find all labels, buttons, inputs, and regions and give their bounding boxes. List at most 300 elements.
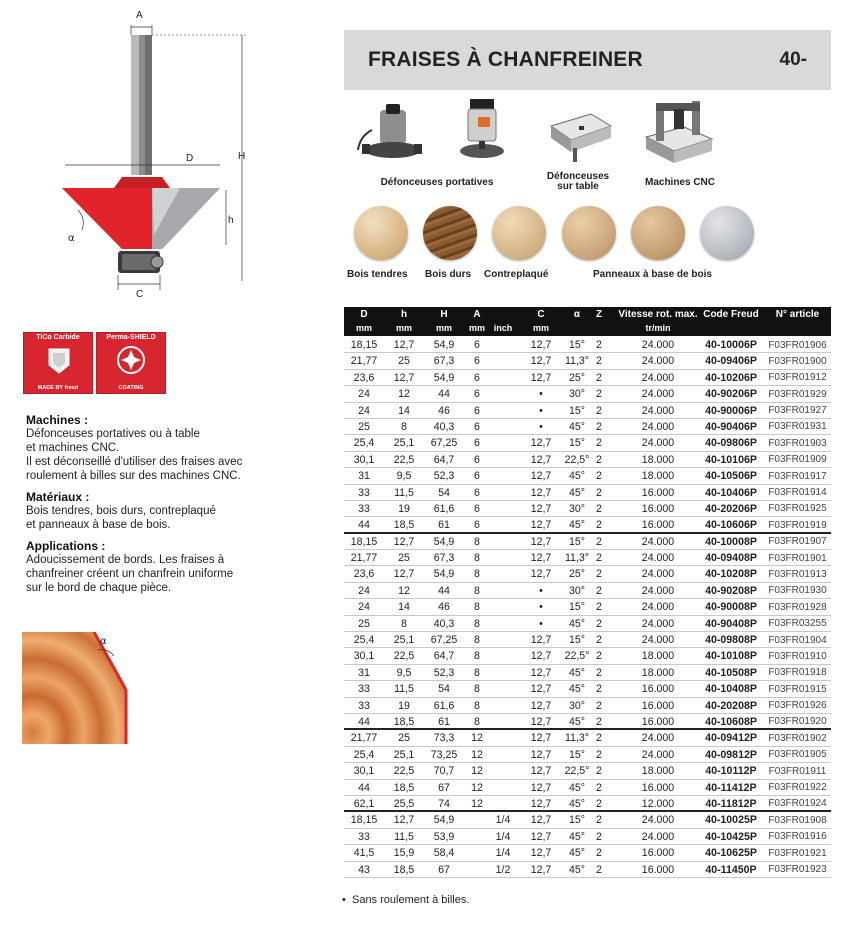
cell-z: 2 [596,404,602,417]
cell-a-mm: 6 [474,502,480,515]
cell-c: 12,7 [530,732,552,745]
cell-a-mm: 6 [474,420,480,433]
cell-z: 2 [596,715,602,728]
cell-alpha: 30° [568,388,586,401]
cell-c: 12,7 [530,699,552,712]
cell-d: 25,4 [353,748,375,761]
cell-code: 40-09408P [705,552,757,565]
cell-alpha: 15° [568,437,586,450]
footnote [342,894,469,906]
cell-z: 2 [596,847,602,860]
cell-c: 12,7 [530,748,552,761]
cell-d: 30,1 [353,765,375,778]
cell-h-small: 25,1 [393,634,415,647]
cell-z: 2 [596,420,602,433]
machine-label-handheld [362,178,512,188]
cell-z: 2 [596,601,602,614]
cell-article: F03FR01918 [768,667,827,679]
cell-h-total: 67 [438,781,450,794]
material-label-softwood: Bois tendres [347,269,408,280]
cell-alpha: 45° [568,666,586,679]
cell-code: 40-10008P [705,535,757,548]
cell-code: 40-90406P [705,420,757,433]
cell-h-small: 12,7 [393,814,415,827]
cell-a-mm: 6 [474,453,480,466]
cell-z: 2 [596,535,602,548]
cell-z: 2 [596,617,602,630]
cell-h-total: 53,9 [433,830,455,843]
cell-code: 40-10425P [705,830,757,843]
cell-h-small: 11,5 [394,830,414,843]
cell-article: F03FR01917 [768,470,827,482]
cell-d: 30,1 [353,453,375,466]
cell-speed: 24.000 [641,437,675,450]
machines-line: Il est déconseillé d'utiliser des fraises avec [26,456,243,468]
cell-z: 2 [596,666,602,679]
cell-speed: 24.000 [641,617,675,630]
cell-alpha: 15° [568,748,586,761]
cell-z: 2 [596,650,602,663]
table-row [344,534,831,550]
cell-z: 2 [596,797,602,810]
cell-h-small: 18,5 [393,519,415,532]
machine-label-line: Défonceuses [546,171,610,182]
cell-code: 40-10006P [705,339,757,351]
cell-alpha: 45° [568,781,586,794]
cell-speed: 18.000 [641,666,675,679]
cell-alpha: 11,3° [564,552,590,565]
cell-h-small: 15,9 [393,847,415,860]
handheld-router-icon [352,100,432,170]
cell-z: 2 [596,732,602,745]
machine-label-line: sur table [557,181,599,192]
cell-article: F03FR01924 [768,798,827,810]
cell-code: 40-10625P [705,847,757,860]
cell-h-total: 46 [438,601,450,614]
column-header-code: Code Freud [703,309,759,320]
cell-h-small: 12,7 [393,371,415,384]
cell-h-total: 67,3 [433,552,455,565]
cell-code: 40-10508P [705,666,757,679]
cell-z: 2 [596,552,602,565]
cell-a-mm: 8 [474,617,480,630]
material-hardwood-swatch [423,206,477,260]
cell-c: 12,7 [530,863,552,876]
cell-z: 2 [596,339,602,351]
cell-h-small: 14 [398,601,410,614]
cell-alpha: 45° [568,420,586,433]
table-row [344,829,831,845]
cell-h-small: 9,5 [396,470,412,483]
table-row [344,599,831,615]
cell-speed: 16.000 [641,847,675,860]
cell-c: • [539,388,543,401]
cell-a-mm: 8 [474,584,480,597]
cell-c: 12,7 [530,486,552,499]
cell-h-total: 73,3 [433,732,455,745]
column-header-a-mm: A [473,309,481,320]
cell-alpha: 30° [568,584,586,597]
cell-c: 12,7 [530,371,552,384]
cell-a-mm: 8 [474,568,480,581]
cell-speed: 18.000 [641,453,675,466]
cell-c: 12,7 [530,765,552,778]
cell-speed: 18.000 [641,470,675,483]
dim-label-A: A [136,10,143,21]
router-bit-diagram [30,5,280,305]
cell-h-total: 54,9 [433,371,455,384]
cell-code: 40-09808P [705,634,757,647]
machine-label-line: Machines CNC [644,177,715,188]
cell-c: 12,7 [530,568,552,581]
cell-z: 2 [596,683,602,696]
cell-c: 12,7 [530,650,552,663]
bullet-icon: • [342,894,346,906]
cell-code: 40-90408P [705,617,757,630]
wood-alpha-label: α [100,636,107,647]
cell-code: 40-10208P [705,568,757,581]
cell-h-small: 12,7 [393,535,415,548]
cell-c: 12,7 [530,470,552,483]
cell-h-total: 61,6 [433,699,455,712]
cell-h-small: 18,5 [393,863,415,876]
cell-h-small: 25 [398,552,410,565]
table-row [344,337,831,353]
cell-d: 33 [358,683,370,696]
machines-heading: Machines : [26,413,89,427]
cell-h-total: 54,9 [433,339,455,351]
cell-speed: 24.000 [641,355,675,368]
cell-d: 21,77 [350,552,378,565]
cell-article: F03FR01915 [768,683,827,695]
cell-h-small: 22,5 [393,765,415,778]
table-row [344,648,831,664]
carbide-tip-icon [45,345,73,375]
cell-code: 40-10108P [705,650,757,663]
cell-z: 2 [596,437,602,450]
cell-h-total: 67,3 [433,355,455,368]
spec-table-body [344,337,831,878]
column-unit-d: mm [355,323,372,333]
cell-code: 40-10112P [705,765,757,778]
cell-h-total: 40,3 [433,420,455,433]
cell-article: F03FR01920 [768,716,827,728]
cell-h-total: 67,25 [430,634,458,647]
cell-speed: 24.000 [641,830,675,843]
cell-h-total: 67,25 [430,437,458,450]
cell-alpha: 15° [568,535,586,548]
cell-h-total: 61 [438,715,450,728]
cell-alpha: 22,5° [564,453,590,466]
cell-a-mm: 8 [474,634,480,647]
cell-article: F03FR01903 [768,437,827,449]
cell-a-mm: 8 [474,699,480,712]
cell-h-total: 61 [438,519,450,532]
cell-code: 40-90008P [705,601,757,614]
table-row [344,632,831,648]
table-header [344,307,831,336]
cell-c: 12,7 [530,814,552,827]
cell-article: F03FR01912 [768,372,827,384]
table-row [344,583,831,599]
cell-article: F03FR01923 [768,864,827,875]
table-row [344,550,831,566]
cell-d: 25,4 [353,634,375,647]
cell-article: F03FR01913 [768,568,827,580]
cell-h-small: 11,5 [394,486,414,499]
dim-label-C: C [136,289,144,300]
cell-c: 12,7 [530,339,552,351]
cell-a-inch: 1/2 [495,863,511,876]
cell-alpha: 15° [568,814,586,827]
cell-h-small: 12,7 [393,568,415,581]
cell-code: 40-10408P [705,683,757,696]
cell-h-total: 61,6 [433,502,455,515]
cell-code: 40-11450P [705,863,757,876]
material-board-swatch-1 [562,206,616,260]
material-softwood-swatch [354,206,408,260]
table-row [344,501,831,517]
cell-h-total: 52,3 [433,666,455,679]
badge-title: TiCo Carbide [36,334,80,341]
cell-c: • [539,404,543,417]
cell-speed: 16.000 [641,715,675,728]
cell-a-mm: 8 [474,715,480,728]
cell-code: 40-10608P [705,715,757,728]
machine-label-cnc [630,178,730,188]
cell-speed: 18.000 [641,650,675,663]
table-router-icon [452,97,512,169]
column-unit-speed: tr/min [645,323,671,333]
cell-h-small: 22,5 [393,453,415,466]
table-row [344,681,831,697]
cell-c: 12,7 [530,437,552,450]
cell-h-small: 19 [398,699,410,712]
cnc-machine-icon [640,97,716,169]
cell-h-small: 25,1 [393,437,415,450]
column-unit-h-total: mm [435,323,452,333]
cell-code: 40-90006P [705,404,757,417]
cell-alpha: 45° [568,797,586,810]
cell-h-total: 44 [438,584,450,597]
cell-a-mm: 12 [471,797,483,810]
material-board-swatch-2 [631,206,685,260]
cell-h-total: 46 [438,404,450,417]
cell-article: F03FR01900 [768,355,827,367]
cell-speed: 16.000 [641,781,675,794]
cell-z: 2 [596,453,602,466]
badge-subtitle: COATING [118,385,144,391]
cell-h-small: 12 [398,388,410,401]
table-row [344,730,831,746]
table-row [344,780,831,796]
cell-d: 31 [358,470,370,483]
cell-c: 12,7 [530,797,552,810]
cell-d: 62,1 [353,797,375,810]
cell-h-small: 25 [398,355,410,368]
cell-a-mm: 6 [474,437,480,450]
cell-speed: 16.000 [641,502,675,515]
cell-alpha: 45° [568,715,586,728]
machines-line: Défonceuses portatives ou à table [26,428,200,440]
materials-line: et panneaux à base de bois. [26,519,171,531]
cell-a-mm: 8 [474,535,480,548]
cell-d: 21,77 [350,732,378,745]
footnote-text: Sans roulement à billes. [351,894,470,906]
cell-c: 12,7 [530,355,552,368]
cell-speed: 24.000 [641,601,675,614]
cell-speed: 16.000 [641,683,675,696]
cell-h-small: 25,1 [393,748,415,761]
table-row [344,485,831,501]
cell-h-small: 11,5 [394,683,414,696]
column-unit-a-mm: mm [468,323,485,333]
cell-h-total: 44 [438,388,450,401]
cell-h-small: 12,7 [393,339,415,351]
cell-z: 2 [596,388,602,401]
cell-d: 25 [358,420,370,433]
cell-a-mm: 6 [474,519,480,532]
dim-label-alpha: α [68,233,75,244]
cell-speed: 24.000 [641,371,675,384]
applications-line: Adoucissement de bords. Les fraises à [26,554,225,566]
table-row [344,616,831,632]
cell-code: 40-10025P [705,814,757,827]
column-unit-a-inch: inch [493,323,513,333]
cell-code: 40-09806P [705,437,757,450]
cell-h-total: 54,9 [433,535,455,548]
materials-line: Bois tendres, bois durs, contreplaqué [26,505,216,517]
cell-a-inch: 1/4 [495,814,511,827]
cell-h-small: 22,5 [393,650,415,663]
column-header-d: D [360,309,368,320]
column-header-h-small: h [400,309,408,320]
cell-z: 2 [596,470,602,483]
material-board-swatch-3 [700,206,754,260]
cell-alpha: 25° [568,568,586,581]
cell-article: F03FR01909 [768,454,827,466]
cell-d: 25,4 [353,437,375,450]
cell-c: 12,7 [530,781,552,794]
cell-h-total: 73,25 [430,748,458,761]
cell-z: 2 [596,486,602,499]
column-header-z: Z [595,309,603,320]
cell-a-mm: 6 [474,404,480,417]
table-row [344,403,831,419]
table-row [344,566,831,582]
cell-alpha: 22,5° [564,765,590,778]
cell-c: 12,7 [530,552,552,565]
cell-code: 40-20208P [705,699,757,712]
cell-speed: 24.000 [641,339,675,351]
cell-z: 2 [596,355,602,368]
cell-h-small: 25,5 [393,797,415,810]
table-row [344,862,831,878]
cell-h-small: 19 [398,502,410,515]
cell-article: F03FR01925 [768,503,827,515]
material-label-hardwood: Bois durs [425,269,472,280]
page-title: FRAISES À CHANFREINER [368,48,643,71]
cell-h-small: 18,5 [393,781,415,794]
material-label-panels: Panneaux à base de bois [593,269,712,280]
cell-speed: 16.000 [641,699,675,712]
machines-line: et machines CNC. [26,442,120,454]
table-row [344,435,831,451]
cell-h-total: 64,7 [433,453,455,466]
cell-a-mm: 8 [474,650,480,663]
cell-a-mm: 6 [474,486,480,499]
cell-c: 12,7 [530,847,552,860]
cell-d: 33 [358,699,370,712]
cell-c: 12,7 [530,666,552,679]
cell-article: F03FR01921 [768,847,827,859]
cell-h-total: 74 [438,797,450,810]
cell-d: 23,6 [353,568,375,581]
cell-h-total: 40,3 [433,617,455,630]
material-label-plywood: Contreplaqué [484,269,549,280]
column-unit-c: mm [532,323,549,333]
cell-a-mm: 8 [474,552,480,565]
cell-d: 31 [358,666,370,679]
cell-h-small: 14 [398,404,410,417]
cell-article: F03FR01922 [768,782,827,794]
cell-alpha: 45° [568,519,586,532]
cell-d: 24 [358,601,370,614]
column-header-h-total: H [440,309,448,320]
applications-line: chanfreiner créent un chanfrein uniforme [26,568,234,580]
cell-a-mm: 12 [471,748,483,761]
cell-c: 12,7 [530,830,552,843]
cell-a-mm: 8 [474,683,480,696]
dim-label-D: D [186,153,194,164]
material-plywood-swatch [492,206,546,260]
cell-c: 12,7 [530,715,552,728]
cell-code: 40-11812P [705,797,757,810]
column-unit-h-small: mm [395,323,412,333]
cell-speed: 18.000 [641,765,675,778]
cell-z: 2 [596,502,602,515]
cell-d: 41,5 [353,847,375,860]
cell-h-total: 54,9 [433,814,455,827]
cell-speed: 24.000 [641,568,675,581]
cell-code: 40-09812P [705,748,757,761]
cell-d: 33 [358,502,370,515]
cell-speed: 24.000 [641,535,675,548]
dim-label-H: H [238,151,246,162]
cell-alpha: 30° [568,699,586,712]
cell-code: 40-10506P [705,470,757,483]
cell-alpha: 45° [568,470,586,483]
cell-code: 40-90208P [705,584,757,597]
cell-alpha: 22,5° [564,650,590,663]
cell-speed: 16.000 [641,519,675,532]
cell-h-total: 70,7 [433,765,455,778]
router-table-icon [545,100,615,166]
cell-article: F03FR01928 [768,601,827,613]
cell-h-total: 54 [438,486,450,499]
cell-c: • [539,584,543,597]
cell-a-mm: 6 [474,388,480,401]
cell-h-total: 52,3 [433,470,455,483]
tico-carbide-badge [23,332,93,394]
chamfered-wood-illustration [22,632,132,744]
cell-code: 40-10406P [705,486,757,499]
cell-a-mm: 12 [471,732,483,745]
table-row [344,747,831,763]
cell-c: 12,7 [530,535,552,548]
cell-h-total: 54 [438,683,450,696]
cell-article: F03FR01907 [768,536,827,548]
